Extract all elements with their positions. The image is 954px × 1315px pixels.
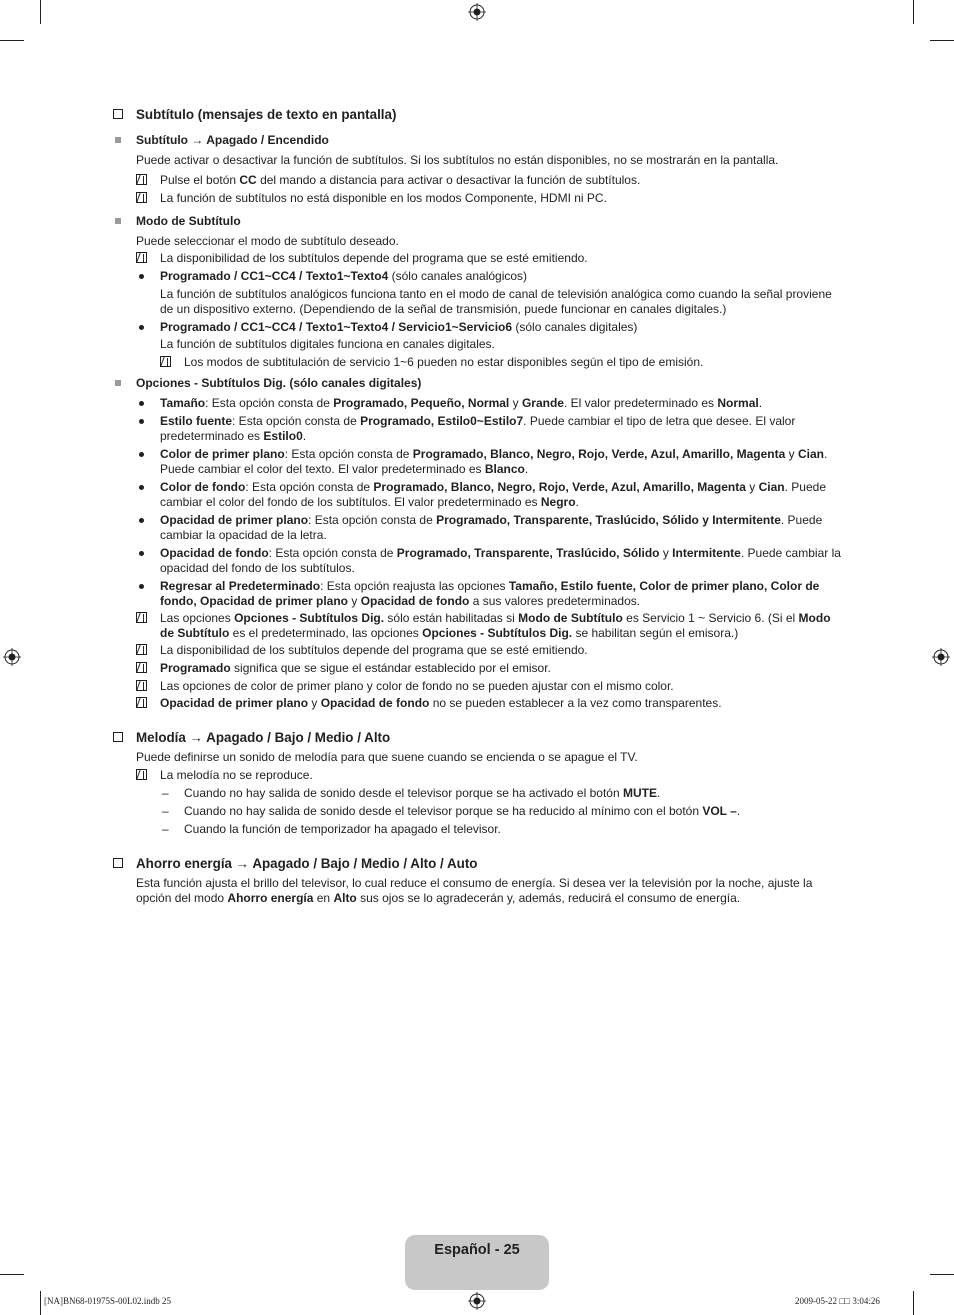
- paragraph: Puede definirse un sonido de melodía para que suene cuando se encienda o se apague el TV.: [136, 750, 638, 764]
- checkbox-icon: [113, 732, 123, 742]
- note-icon: [136, 174, 147, 185]
- subheading-opciones: Opciones - Subtítulos Dig. (sólo canales digitales): [112, 376, 842, 391]
- note-icon: [136, 680, 147, 691]
- list-item-color-fondo: Color de fondo: Esta opción consta de Programado, Blanco, Negro, Rojo, Verde, Azul, Amarillo, Magenta y Cian. Puede cambiar el color del fondo de los subtítulos. El valor predeterminado es Negro.: [112, 480, 842, 510]
- list-item-tamano: Tamaño: Esta opción consta de Programado, Pequeño, Normal y Grande. El valor predeterminado es Normal.: [112, 396, 842, 411]
- note-item: Las opciones de color de primer plano y color de fondo no se pueden ajustar con el mismo color.: [112, 679, 842, 694]
- section-heading-ahorro: Ahorro energía → Apagado / Bajo / Medio / Alto / Auto: [112, 855, 842, 872]
- list-item-regresar: Regresar al Predeterminado: Esta opción reajusta las opciones Tamaño, Estilo fuente, Color de primer plano, Color de fondo, Opacidad de primer plano y Opacidad de fondo a sus valores predeterminados.: [112, 579, 842, 609]
- list-item-opacidad-primer: Opacidad de primer plano: Esta opción consta de Programado, Transparente, Traslúcido, Sólido y Intermitente. Puede cambiar la opacidad de la letra.: [112, 513, 842, 543]
- list-item-estilo: Estilo fuente: Esta opción consta de Programado, Estilo0~Estilo7. Puede cambiar el tipo de letra que desee. El valor predeterminado es Estilo0.: [112, 414, 842, 444]
- registration-mark-icon: [3, 648, 21, 666]
- note-item: Pulse el botón CC del mando a distancia para activar o desactivar la función de subtítulos.: [112, 173, 842, 188]
- note-item: La disponibilidad de los subtítulos depende del programa que se esté emitiendo.: [112, 643, 842, 658]
- list-item-description: La función de subtítulos digitales funciona en canales digitales.: [160, 337, 495, 351]
- bullet-icon: [139, 551, 144, 556]
- square-bullet-icon: [115, 218, 121, 224]
- square-bullet-icon: [115, 380, 121, 386]
- subheading-subtitulo: Subtítulo → Apagado / Encendido: [112, 133, 842, 148]
- registration-mark-icon: [932, 648, 950, 666]
- crop-mark: [40, 1291, 41, 1315]
- list-item: Programado / CC1~CC4 / Texto1~Texto4 (sólo canales analógicos): [112, 269, 842, 284]
- crop-mark: [930, 1274, 954, 1275]
- page-number: Español - 25: [434, 1242, 520, 1258]
- note-item: Opacidad de primer plano y Opacidad de fondo no se pueden establecer a la vez como transparentes.: [112, 696, 842, 711]
- note-icon: [136, 662, 147, 673]
- note-icon: [136, 644, 147, 655]
- crop-mark: [0, 1274, 24, 1275]
- note-icon: [136, 192, 147, 203]
- crop-mark: [0, 40, 24, 41]
- bullet-icon: [139, 274, 144, 279]
- bullet-icon: [139, 518, 144, 523]
- crop-mark: [40, 0, 41, 24]
- note-item: La función de subtítulos no está disponible en los modos Componente, HDMI ni PC.: [112, 191, 842, 206]
- crop-mark: [913, 1291, 914, 1315]
- list-item-description: La función de subtítulos analógicos funciona tanto en el modo de canal de televisión analógica como cuando la señal proviene de un dispositivo externo. (Dependiendo de la señal de transmisión, puede funcionar en canales digitales.): [160, 287, 832, 316]
- print-timestamp: 2009-05-22 □□ 3:04:26: [795, 1296, 880, 1306]
- bullet-icon: [139, 401, 144, 406]
- list-item: Programado / CC1~CC4 / Texto1~Texto4 / Servicio1~Servicio6 (sólo canales digitales): [112, 320, 842, 335]
- bullet-icon: [139, 419, 144, 424]
- registration-mark-icon: [468, 1292, 486, 1310]
- note-icon: [136, 697, 147, 708]
- list-item-opacidad-fondo: Opacidad de fondo: Esta opción consta de Programado, Transparente, Traslúcido, Sólido y Intermitente. Puede cambiar la opacidad del fondo de los subtítulos.: [112, 546, 842, 576]
- crop-mark: [913, 0, 914, 24]
- dash-item: – Cuando no hay salida de sonido desde el televisor porque se ha reducido al mínimo con el botón VOL –.: [162, 804, 741, 818]
- note-item: Los modos de subtitulación de servicio 1~6 pueden no estar disponibles según el tipo de emisión.: [112, 355, 842, 370]
- paragraph: Puede seleccionar el modo de subtítulo deseado.: [136, 234, 399, 248]
- bullet-icon: [139, 325, 144, 330]
- note-icon: [136, 252, 147, 263]
- section-heading-melodia: Melodía → Apagado / Bajo / Medio / Alto: [112, 729, 842, 746]
- bullet-icon: [139, 452, 144, 457]
- section-heading-subtitulo: Subtítulo (mensajes de texto en pantalla): [112, 106, 842, 123]
- crop-mark: [930, 40, 954, 41]
- list-item-color-primer: Color de primer plano: Esta opción consta de Programado, Blanco, Negro, Rojo, Verde, Azul, Amarillo, Magenta y Cian. Puede cambiar el color del texto. El valor predeterminado es Blanco.: [112, 447, 842, 477]
- bullet-icon: [139, 584, 144, 589]
- note-item: Las opciones Opciones - Subtítulos Dig. sólo están habilitadas si Modo de Subtítulo es Servicio 1 ~ Servicio 6. (Si el Modo de Subtítulo es el predeterminado, las opciones Opciones - Subtítulos Dig. se habilitan según el emisora.): [112, 611, 842, 641]
- paragraph: Puede activar o desactivar la función de subtítulos. Si los subtítulos no están disponibles, no se mostrarán en la pantalla.: [136, 153, 779, 167]
- subheading-modo: Modo de Subtítulo: [112, 214, 842, 229]
- registration-mark-icon: [468, 3, 486, 21]
- checkbox-icon: [113, 858, 123, 868]
- checkbox-icon: [113, 109, 123, 119]
- note-item: La disponibilidad de los subtítulos depende del programa que se esté emitiendo.: [112, 251, 842, 266]
- file-info: [NA]BN68-01975S-00L02.indb 25: [44, 1296, 171, 1306]
- note-icon: [136, 769, 147, 780]
- paragraph: Esta función ajusta el brillo del televisor, lo cual reduce el consumo de energía. Si desea ver la televisión por la noche, ajuste la opción del modo Ahorro energía en Alto sus ojos se lo agradecerán y, además, reducirá el consumo de energía.: [136, 876, 813, 905]
- note-icon: [136, 612, 147, 623]
- note-item: La melodía no se reproduce.: [112, 768, 842, 783]
- note-item: Programado significa que se sigue el estándar establecido por el emisor.: [112, 661, 842, 676]
- page-content: [112, 106, 842, 906]
- dash-item: – Cuando la función de temporizador ha apagado el televisor.: [162, 822, 501, 836]
- note-icon: [160, 356, 171, 367]
- square-bullet-icon: [115, 137, 121, 143]
- dash-item: – Cuando no hay salida de sonido desde el televisor porque se ha activado el botón MUTE.: [162, 786, 661, 800]
- bullet-icon: [139, 485, 144, 490]
